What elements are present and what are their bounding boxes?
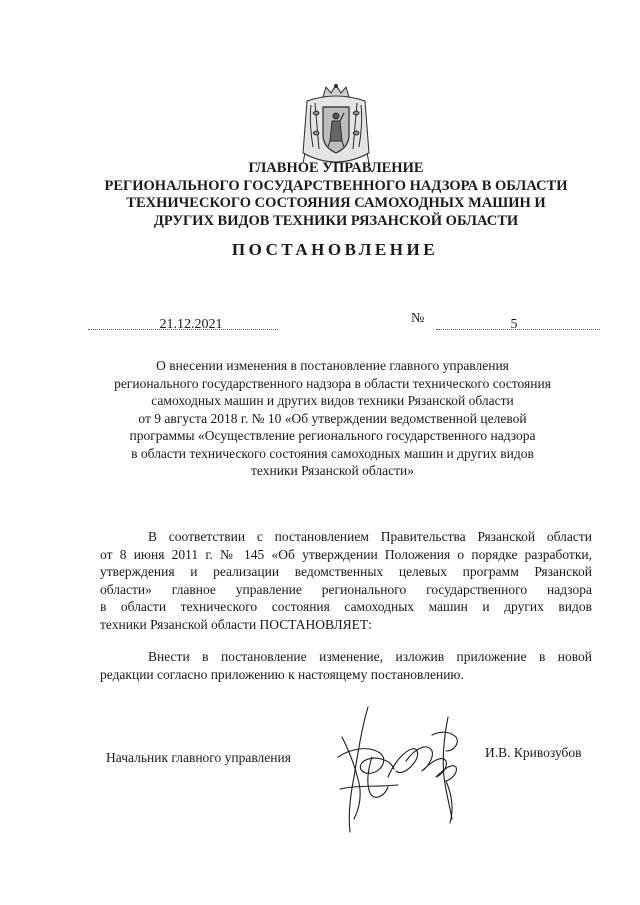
paragraph-line: утверждения и реализации ведомственных целевых программ Рязанской (100, 564, 592, 579)
paragraph-line: В соответствии с постановлением Правительства Рязанской области (148, 529, 592, 544)
number-sign: № (411, 311, 425, 326)
number-field (436, 315, 600, 330)
subject-line: техники Рязанской области» (251, 463, 414, 478)
paragraph-line: редакции согласно приложению к настоящему постановлению. (100, 666, 464, 682)
subject-line: программы «Осуществление регионального государственного надзора (129, 428, 536, 443)
signatory-name: И.В. Кривозубов (485, 745, 582, 760)
handwritten-signature (328, 697, 478, 847)
signatory-position: Начальник главного управления (106, 750, 291, 765)
subject-line: О внесении изменения в постановление главного управления (156, 358, 509, 373)
paragraph-line: от 8 июня 2011 г. № 145 «Об утверждении Положения о порядке разработки, (100, 546, 592, 562)
document-subject (90, 357, 575, 480)
document-date: 21.12.2021 (159, 317, 223, 332)
paragraph-line: Внести в постановление изменение, изложив приложение в новой (148, 649, 592, 664)
organization-header (80, 160, 592, 230)
document-number: 5 (510, 317, 518, 332)
subject-line: регионального государственного надзора в области технического состояния (114, 375, 551, 391)
document-type-title: ПОСТАНОВЛЕНИЕ (231, 240, 439, 259)
org-line: ГЛАВНОЕ УПРАВЛЕНИЕ (248, 160, 424, 176)
subject-line: самоходных машин и других видов техники Рязанской области (151, 393, 514, 408)
paragraph-line: техники Рязанской области ПОСТАНОВЛЯЕТ: (100, 616, 372, 632)
org-line: ДРУГИХ ВИДОВ ТЕХНИКИ РЯЗАНСКОЙ ОБЛАСТИ (153, 212, 519, 229)
date-field (88, 315, 278, 330)
subject-line: от 9 августа 2018 г. № 10 «Об утверждении ведомственной целевой (138, 410, 527, 426)
body-paragraph-2 (100, 648, 592, 683)
paragraph-line: в области технического состояния самоходных машин и других видов (100, 599, 592, 614)
org-line: РЕГИОНАЛЬНОГО ГОСУДАРСТВЕННОГО НАДЗОРА В ОБЛАСТИ (104, 177, 568, 194)
subject-line: в области технического состояния самоходных машин и других видов (131, 445, 534, 461)
org-line: ТЕХНИЧЕСКОГО СОСТОЯНИЯ САМОХОДНЫХ МАШИН И (126, 195, 546, 211)
paragraph-line: области» главное управление регионального государственного надзора (100, 581, 592, 597)
body-paragraph-1 (100, 528, 592, 633)
